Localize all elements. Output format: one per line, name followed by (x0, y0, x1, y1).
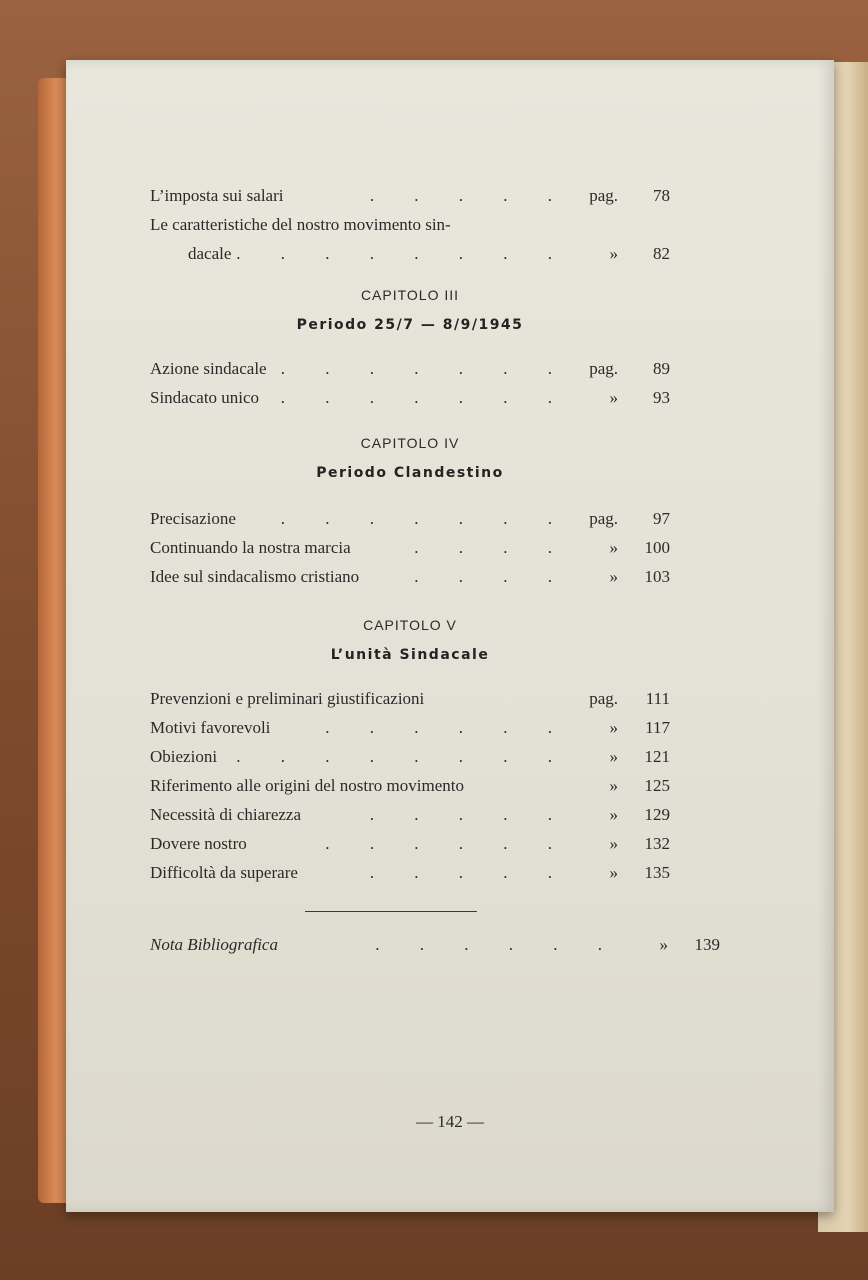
toc-entry (150, 684, 670, 713)
leader-dots: . . . . . . (325, 718, 570, 737)
entry-prefix: » (609, 747, 618, 766)
leader-dots: . . . . (414, 538, 570, 557)
entry-prefix: » (609, 244, 618, 263)
toc-entry (150, 713, 670, 742)
leader-dots: . . . . . . . . (236, 244, 570, 263)
entry-prefix: pag. (589, 509, 618, 528)
entry-title: Prevenzioni e preliminari giustificazioni (150, 689, 425, 708)
entry-title: Precisazione (150, 509, 236, 528)
entry-prefix: » (609, 538, 618, 557)
entry-prefix: » (609, 834, 618, 853)
entry-page: 111 (645, 689, 670, 708)
leader-dots: . . . . . (369, 863, 570, 882)
entry-title-continuation: dacale (188, 244, 232, 263)
entry-title: Obiezioni (150, 747, 218, 766)
entry-prefix: pag. (589, 359, 618, 378)
toc-entry-continuation (150, 239, 670, 268)
toc-entry (150, 354, 670, 383)
entry-title: Riferimento alle origini del nostro movimento (150, 776, 464, 795)
toc-block-chapter-4 (150, 428, 670, 591)
entry-prefix: » (609, 718, 618, 737)
entry-prefix: » (609, 388, 618, 407)
entry-prefix: » (609, 776, 618, 795)
entry-page: 117 (645, 718, 670, 737)
entry-prefix: » (659, 935, 668, 954)
entry-page: 135 (644, 863, 670, 882)
entry-title: Nota Bibliografica (150, 935, 278, 954)
chapter-subtitle: L’unità Sindacale (330, 647, 490, 663)
entry-page: 139 (694, 935, 720, 954)
chapter-subtitle: Periodo Clandestino (316, 465, 504, 481)
entry-prefix: pag. (589, 186, 618, 205)
toc-entry (150, 383, 670, 412)
entry-page: 129 (644, 805, 670, 824)
entry-title: Sindacato unico (150, 388, 260, 407)
toc-entry-bibliography (150, 930, 720, 959)
entry-title: Necessità di chiarezza (150, 805, 302, 824)
toc-entry (150, 210, 670, 239)
page-number: — 142 — (416, 1112, 484, 1131)
entry-page: 121 (644, 747, 670, 766)
toc-block-chapter-5 (150, 610, 670, 887)
toc-entry (150, 829, 670, 858)
leader-dots: . . . . . (369, 186, 570, 205)
entry-title: Motivi favorevoli (150, 718, 271, 737)
entry-page: 103 (644, 567, 670, 586)
toc-entry (150, 181, 670, 210)
leader-dots: . . . . . . . (280, 388, 570, 407)
entry-page: 100 (644, 538, 670, 557)
toc-entry (150, 771, 670, 800)
entry-page: 132 (644, 834, 670, 853)
toc-block-intro (150, 181, 670, 268)
entry-prefix: » (609, 863, 618, 882)
entry-page: 89 (653, 359, 670, 378)
entry-title: Le caratteristiche del nostro movimento sin- (150, 215, 451, 234)
leader-dots: . . . . . . . . (236, 747, 570, 766)
chapter-heading: CAPITOLO IV (360, 435, 460, 451)
entry-page: 78 (653, 186, 670, 205)
toc-entry (150, 800, 670, 829)
leader-dots: . . . . (414, 567, 570, 586)
leader-dots: . . . . . (369, 805, 570, 824)
entry-prefix: » (609, 805, 618, 824)
leader-dots: . . . . . . . (280, 509, 570, 528)
toc-entry (150, 742, 670, 771)
toc-entry (150, 858, 670, 887)
toc-entry (150, 504, 670, 533)
leader-dots: . . . . . . (325, 834, 570, 853)
toc-block-bibliography (150, 930, 720, 959)
toc-block-chapter-3 (150, 280, 670, 412)
chapter-heading: CAPITOLO III (360, 287, 460, 303)
section-divider (305, 911, 477, 912)
entry-prefix: » (609, 567, 618, 586)
entry-page: 93 (653, 388, 670, 407)
entry-title: Idee sul sindacalismo cristiano (150, 567, 360, 586)
chapter-subtitle: Periodo 25/7 — 8/9/1945 (296, 317, 524, 333)
leader-dots: . . . . . . (375, 935, 620, 954)
entry-title: Continuando la nostra marcia (150, 538, 351, 557)
leader-dots: . . . . . . . (280, 359, 570, 378)
entry-page: 97 (653, 509, 670, 528)
entry-prefix: pag. (589, 689, 618, 708)
entry-page: 82 (653, 244, 670, 263)
chapter-heading: CAPITOLO V (363, 617, 457, 633)
entry-page: 125 (644, 776, 670, 795)
toc-entry (150, 562, 670, 591)
entry-title: L’imposta sui salari (150, 186, 284, 205)
entry-title: Difficoltà da superare (150, 863, 298, 882)
entry-title: Azione sindacale (150, 359, 267, 378)
toc-entry (150, 533, 670, 562)
entry-title: Dovere nostro (150, 834, 247, 853)
